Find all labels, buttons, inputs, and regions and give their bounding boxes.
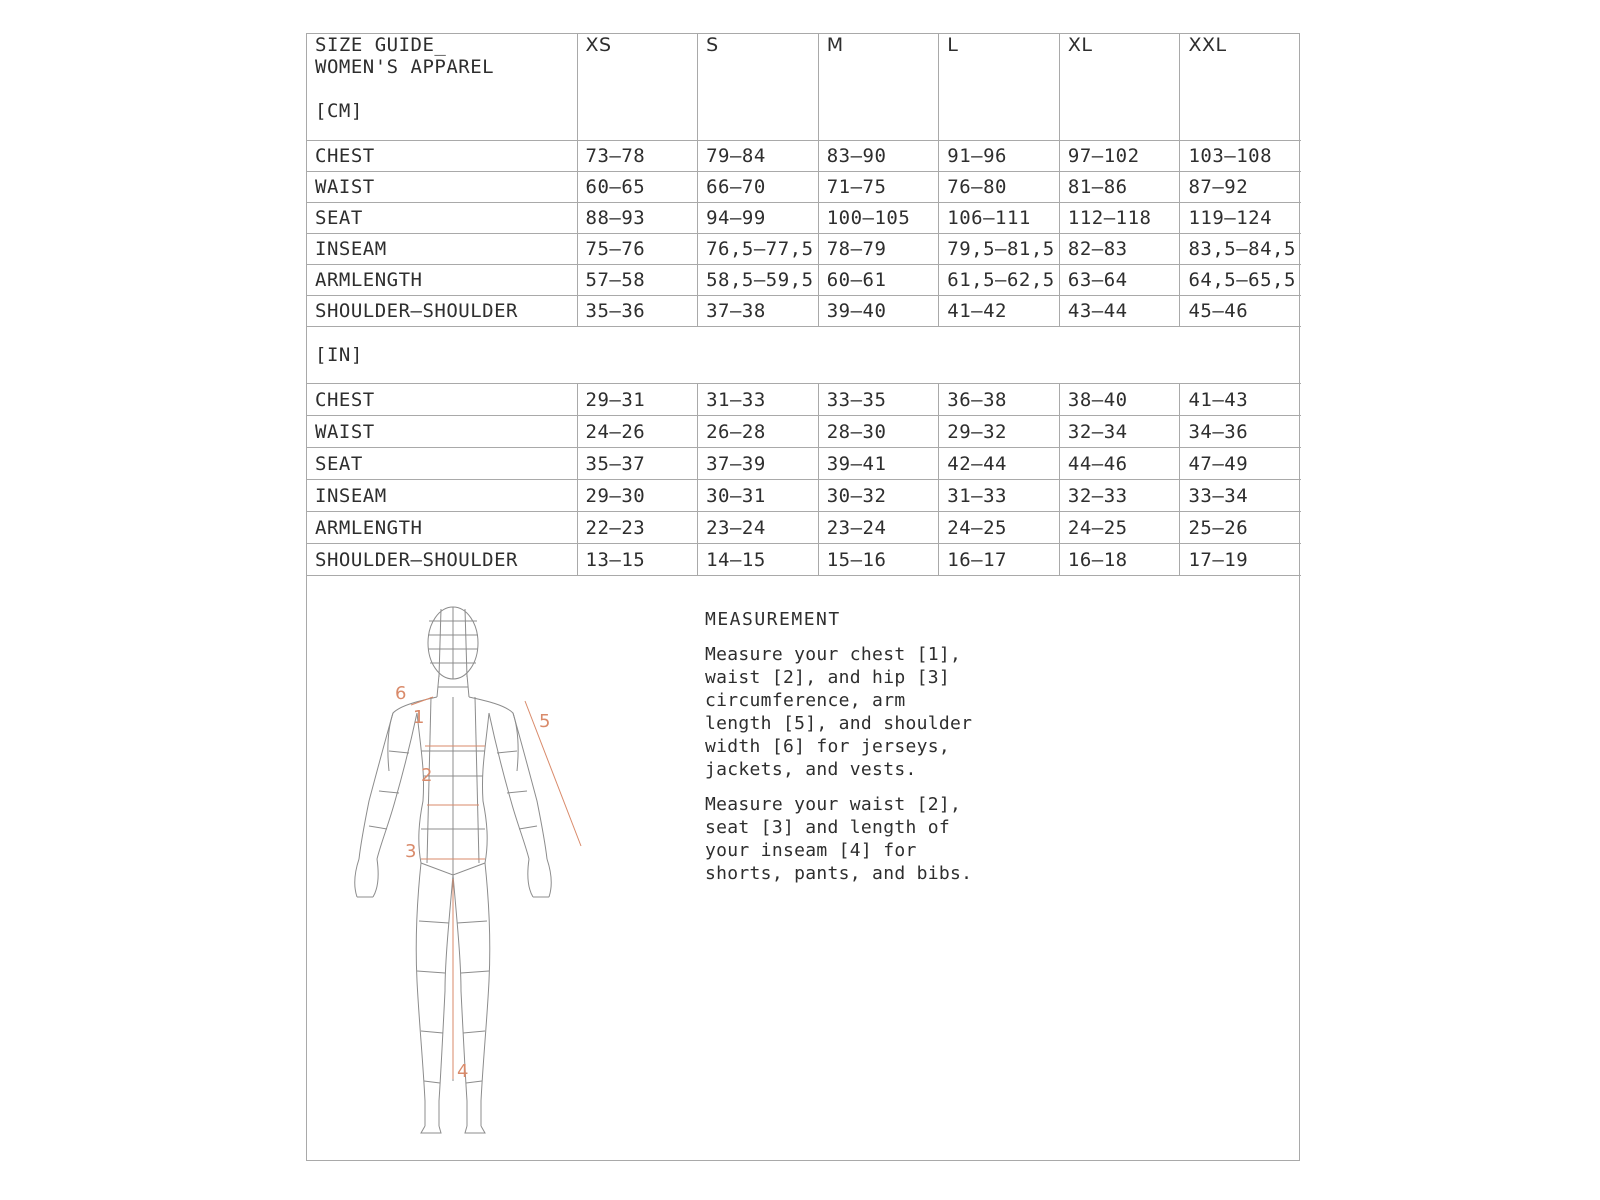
size-table: [307, 34, 1301, 576]
row-label: SEAT: [307, 203, 577, 234]
table-row: [307, 296, 1301, 327]
measurement-markers: [395, 683, 581, 1082]
table-cell: 24–25: [1059, 512, 1180, 544]
table-cell: 47–49: [1180, 448, 1301, 480]
row-label: WAIST: [307, 416, 577, 448]
table-cell: 60–61: [818, 265, 939, 296]
table-cell: 35–37: [577, 448, 698, 480]
table-cell: 28–30: [818, 416, 939, 448]
table-title-line1: SIZE GUIDE_: [315, 34, 447, 56]
table-row: [307, 512, 1301, 544]
table-cell: 83–90: [818, 141, 939, 172]
table-cell: 91–96: [939, 141, 1060, 172]
table-cell: 45–46: [1180, 296, 1301, 327]
table-row: [307, 480, 1301, 512]
table-cell: 36–38: [939, 384, 1060, 416]
table-row: [307, 172, 1301, 203]
table-title-cell: [307, 34, 577, 141]
table-row: [307, 416, 1301, 448]
table-title-line2: WOMEN'S APPAREL: [315, 56, 495, 78]
table-cell: 100–105: [818, 203, 939, 234]
table-cell: 31–33: [939, 480, 1060, 512]
row-label: SEAT: [307, 448, 577, 480]
table-cell: 13–15: [577, 544, 698, 576]
row-label: ARMLENGTH: [307, 265, 577, 296]
measurement-text: [705, 608, 1035, 897]
table-cell: 38–40: [1059, 384, 1180, 416]
table-cell: 106–111: [939, 203, 1060, 234]
unit-in-row: [307, 327, 1301, 384]
table-row: [307, 448, 1301, 480]
table-cell: 66–70: [698, 172, 819, 203]
table-row: [307, 384, 1301, 416]
table-row: [307, 234, 1301, 265]
table-cell: 78–79: [818, 234, 939, 265]
marker-shoulder-line: [411, 697, 433, 705]
row-label: WAIST: [307, 172, 577, 203]
table-cell: 39–40: [818, 296, 939, 327]
measurement-paragraph-bottom: Measure your waist [2], seat [3] and length of your inseam [4] for shorts, pants, and bibs.: [705, 794, 973, 884]
table-cell: 79–84: [698, 141, 819, 172]
row-label: INSEAM: [307, 480, 577, 512]
table-cell: 24–25: [939, 512, 1060, 544]
marker-label-1: 1: [413, 707, 425, 728]
table-cell: 33–34: [1180, 480, 1301, 512]
table-cell: 22–23: [577, 512, 698, 544]
table-cell: 94–99: [698, 203, 819, 234]
row-label: SHOULDER–SHOULDER: [307, 544, 577, 576]
table-row: [307, 265, 1301, 296]
table-cell: 83,5–84,5: [1180, 234, 1301, 265]
marker-label-4: 4: [457, 1061, 469, 1082]
marker-label-6: 6: [395, 683, 407, 704]
table-cell: 17–19: [1180, 544, 1301, 576]
table-cell: 31–33: [698, 384, 819, 416]
unit-cm-label: [CM]: [315, 100, 363, 122]
table-row: [307, 203, 1301, 234]
size-guide: [306, 33, 1300, 1161]
table-cell: 14–15: [698, 544, 819, 576]
table-cell: 82–83: [1059, 234, 1180, 265]
table-cell: 112–118: [1059, 203, 1180, 234]
row-label: ARMLENGTH: [307, 512, 577, 544]
table-cell: 81–86: [1059, 172, 1180, 203]
body-measurement-figure: [329, 601, 589, 1136]
table-cell: 57–58: [577, 265, 698, 296]
marker-label-3: 3: [405, 841, 417, 862]
size-header-xs: XS: [577, 34, 698, 141]
table-cell: 79,5–81,5: [939, 234, 1060, 265]
table-row: [307, 141, 1301, 172]
measurement-paragraph-top: Measure your chest [1], waist [2], and hip [3] circumference, arm length [5], and shoulder width [6] for jerseys, jackets, and vests.: [705, 644, 973, 780]
size-header-m: M: [818, 34, 939, 141]
table-cell: 64,5–65,5: [1180, 265, 1301, 296]
table-cell: 32–33: [1059, 480, 1180, 512]
table-cell: 29–32: [939, 416, 1060, 448]
table-cell: 25–26: [1180, 512, 1301, 544]
table-cell: 41–42: [939, 296, 1060, 327]
measurement-title: MEASUREMENT: [705, 609, 841, 630]
table-cell: 76–80: [939, 172, 1060, 203]
header-row: [307, 34, 1301, 141]
table-row: [307, 544, 1301, 576]
table-cell: 30–32: [818, 480, 939, 512]
table-cell: 119–124: [1180, 203, 1301, 234]
table-cell: 103–108: [1180, 141, 1301, 172]
measurement-section: [307, 576, 1299, 1140]
table-cell: 35–36: [577, 296, 698, 327]
table-cell: 29–31: [577, 384, 698, 416]
table-cell: 33–35: [818, 384, 939, 416]
marker-label-2: 2: [421, 765, 433, 786]
table-cell: 37–39: [698, 448, 819, 480]
table-cell: 75–76: [577, 234, 698, 265]
row-label: SHOULDER–SHOULDER: [307, 296, 577, 327]
row-label: CHEST: [307, 384, 577, 416]
table-cell: 29–30: [577, 480, 698, 512]
row-label: INSEAM: [307, 234, 577, 265]
table-cell: 44–46: [1059, 448, 1180, 480]
table-cell: 71–75: [818, 172, 939, 203]
table-cell: 60–65: [577, 172, 698, 203]
size-header-xl: XL: [1059, 34, 1180, 141]
table-cell: 23–24: [698, 512, 819, 544]
table-cell: 73–78: [577, 141, 698, 172]
table-cell: 16–17: [939, 544, 1060, 576]
table-cell: 24–26: [577, 416, 698, 448]
table-cell: 30–31: [698, 480, 819, 512]
table-cell: 63–64: [1059, 265, 1180, 296]
table-cell: 26–28: [698, 416, 819, 448]
table-cell: 37–38: [698, 296, 819, 327]
table-cell: 41–43: [1180, 384, 1301, 416]
table-cell: 34–36: [1180, 416, 1301, 448]
table-cell: 88–93: [577, 203, 698, 234]
table-cell: 16–18: [1059, 544, 1180, 576]
row-label: CHEST: [307, 141, 577, 172]
marker-label-5: 5: [539, 711, 551, 732]
unit-in-label: [IN]: [307, 327, 1301, 384]
table-cell: 61,5–62,5: [939, 265, 1060, 296]
table-cell: 58,5–59,5: [698, 265, 819, 296]
size-header-l: L: [939, 34, 1060, 141]
table-cell: 43–44: [1059, 296, 1180, 327]
table-cell: 42–44: [939, 448, 1060, 480]
marker-arm-length-line: [525, 701, 581, 846]
table-cell: 32–34: [1059, 416, 1180, 448]
table-cell: 87–92: [1180, 172, 1301, 203]
size-header-xxl: XXL: [1180, 34, 1301, 141]
table-cell: 23–24: [818, 512, 939, 544]
table-cell: 39–41: [818, 448, 939, 480]
table-cell: 76,5–77,5: [698, 234, 819, 265]
table-cell: 97–102: [1059, 141, 1180, 172]
table-cell: 15–16: [818, 544, 939, 576]
size-header-s: S: [698, 34, 819, 141]
